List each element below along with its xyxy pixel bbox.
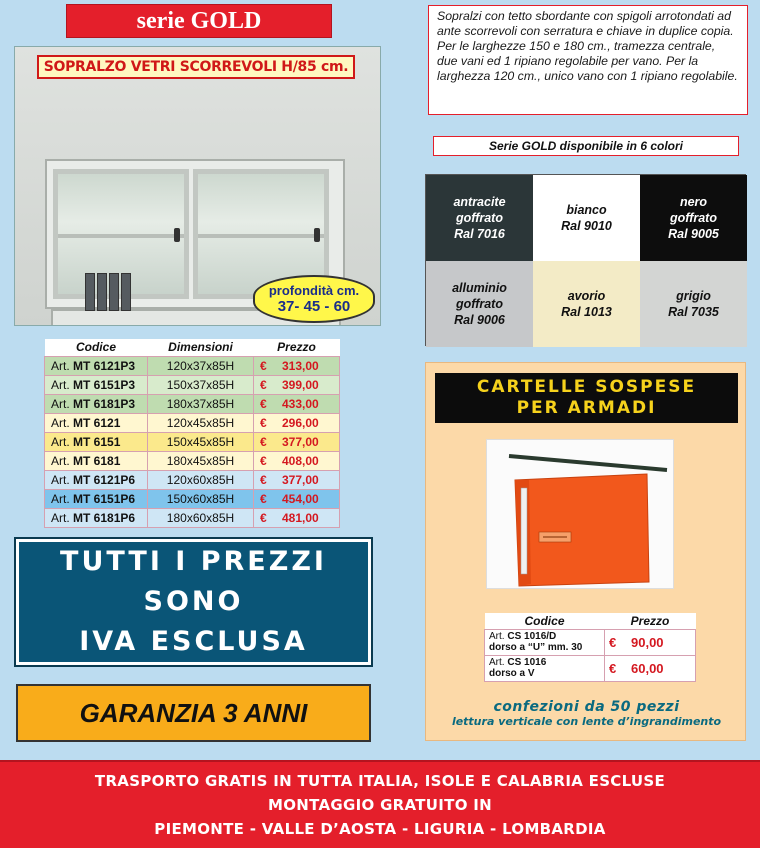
header-codice: Codice [45, 339, 148, 356]
currency-symbol: € [260, 510, 267, 525]
pack-info [426, 699, 747, 728]
row-dimensions: 120x60x85H [148, 470, 254, 489]
folder-code [485, 655, 605, 681]
depth-badge [253, 275, 375, 323]
folders-price-table [484, 613, 696, 682]
row-price [254, 394, 340, 413]
folder-price [605, 655, 696, 681]
price-value: 377,00 [282, 434, 319, 449]
table-row [45, 356, 340, 375]
table-row [45, 489, 340, 508]
table-row [45, 375, 340, 394]
row-code [45, 394, 148, 413]
currency-symbol: € [260, 358, 267, 373]
binder-icon [109, 273, 119, 311]
table-row [45, 451, 340, 470]
article-code: CS 1016/D [507, 631, 557, 642]
color-swatch: nero goffrato Ral 9005 [640, 175, 747, 261]
price-value: 377,00 [282, 472, 319, 487]
table-row [485, 629, 696, 655]
hanging-folder-icon [487, 440, 675, 590]
row-dimensions: 120x45x85H [148, 413, 254, 432]
art-prefix: Art. [51, 491, 70, 506]
price-value: 408,00 [282, 453, 319, 468]
depth-label: profondità cm. [268, 283, 360, 298]
color-swatch: avorio Ral 1013 [533, 261, 640, 347]
row-dimensions: 120x37x85H [148, 356, 254, 375]
price-value: 454,00 [282, 491, 319, 506]
art-prefix: Art. [51, 453, 70, 468]
color-swatch: alluminio goffrato Ral 9006 [426, 261, 533, 347]
article-code: MT 6121P6 [73, 472, 136, 487]
product-photo [14, 46, 381, 326]
color-swatch: antracite goffrato Ral 7016 [426, 175, 533, 261]
table-row [45, 432, 340, 451]
binder-icon [121, 273, 131, 311]
price-table [44, 339, 340, 528]
row-code [45, 508, 148, 527]
article-code: MT 6181P3 [73, 396, 136, 411]
binder-icon [85, 273, 95, 311]
article-code: MT 6121P3 [73, 358, 136, 373]
art-prefix: Art. [51, 434, 70, 449]
row-code [45, 470, 148, 489]
row-price [254, 432, 340, 451]
row-code [45, 413, 148, 432]
article-code: MT 6181 [73, 453, 121, 468]
row-code [45, 375, 148, 394]
art-prefix: Art. [489, 631, 505, 642]
row-code [45, 356, 148, 375]
transport-line3: PIEMONTE - VALLE D’AOSTA - LIGURIA - LOMBARDIA [154, 820, 606, 838]
table-row [45, 413, 340, 432]
row-price [254, 413, 340, 432]
colors-title: Serie GOLD disponibile in 6 colori [433, 136, 739, 156]
folder-photo [486, 439, 674, 589]
folders-title-line1: CARTELLE SOSPESE [476, 377, 697, 397]
vat-notice-line1: TUTTI I PREZZI SONO [60, 546, 327, 617]
article-code: CS 1016 [507, 657, 547, 668]
color-swatches [425, 174, 746, 346]
price-value: 296,00 [282, 415, 319, 430]
row-dimensions: 150x45x85H [148, 432, 254, 451]
row-price [254, 470, 340, 489]
currency-symbol: € [260, 472, 267, 487]
row-dimensions: 150x37x85H [148, 375, 254, 394]
price-value: 60,00 [631, 660, 664, 676]
article-code: MT 6151P6 [73, 491, 136, 506]
transport-line1: TRASPORTO GRATIS IN TUTTA ITALIA, ISOLE E CALABRIA ESCLUSE [94, 772, 666, 790]
color-swatch: grigio Ral 7035 [640, 261, 747, 347]
row-price [254, 451, 340, 470]
article-code: MT 6181P6 [73, 510, 136, 525]
header-prezzo: Prezzo [254, 339, 340, 356]
transport-banner [0, 760, 760, 848]
art-prefix: Art. [51, 510, 70, 525]
series-title: serie GOLD [66, 4, 332, 38]
pack-line2: lettura verticale con lente d’ingrandimento [451, 715, 722, 728]
article-code: MT 6151P3 [73, 377, 136, 392]
price-value: 433,00 [282, 396, 319, 411]
art-prefix: Art. [51, 396, 70, 411]
folder-spine: dorso a V [489, 668, 535, 679]
currency-symbol: € [609, 634, 617, 650]
table-row [45, 508, 340, 527]
transport-line2: MONTAGGIO GRATUITO IN [267, 796, 493, 814]
currency-symbol: € [260, 434, 267, 449]
photo-banner: SOPRALZO VETRI SCORREVOLI H/85 cm. [37, 55, 355, 79]
row-dimensions: 180x37x85H [148, 394, 254, 413]
row-code [45, 489, 148, 508]
row-dimensions: 180x60x85H [148, 508, 254, 527]
row-code [45, 432, 148, 451]
price-value: 313,00 [282, 358, 319, 373]
table-row [45, 394, 340, 413]
art-prefix: Art. [51, 415, 70, 430]
folders-header-codice: Codice [485, 613, 605, 629]
row-code [45, 451, 148, 470]
art-prefix: Art. [51, 358, 70, 373]
article-code: MT 6151 [73, 434, 121, 449]
row-dimensions: 150x60x85H [148, 489, 254, 508]
folder-price [605, 629, 696, 655]
currency-symbol: € [260, 396, 267, 411]
art-prefix: Art. [51, 472, 70, 487]
art-prefix: Art. [51, 377, 70, 392]
folders-title-line2: PER ARMADI [516, 398, 657, 418]
row-price [254, 375, 340, 394]
row-price [254, 508, 340, 527]
binder-icon [97, 273, 107, 311]
vat-notice-line2: IVA ESCLUSA [79, 626, 308, 657]
currency-symbol: € [260, 491, 267, 506]
currency-symbol: € [260, 453, 267, 468]
vat-notice [16, 539, 371, 665]
row-price [254, 489, 340, 508]
row-dimensions: 180x45x85H [148, 451, 254, 470]
pack-line1: confezioni da 50 pezzi [493, 699, 680, 715]
folder-code [485, 629, 605, 655]
table-row [485, 655, 696, 681]
price-value: 90,00 [631, 634, 664, 650]
color-swatch: bianco Ral 9010 [533, 175, 640, 261]
price-value: 481,00 [282, 510, 319, 525]
depth-values: 37- 45 - 60 [277, 298, 351, 315]
folders-panel [425, 362, 746, 741]
folders-header-prezzo: Prezzo [605, 613, 696, 629]
currency-symbol: € [260, 377, 267, 392]
header-dimensioni: Dimensioni [148, 339, 254, 356]
currency-symbol: € [260, 415, 267, 430]
article-code: MT 6121 [73, 415, 121, 430]
art-prefix: Art. [489, 657, 505, 668]
price-value: 399,00 [282, 377, 319, 392]
folder-spine: dorso a “U” mm. 30 [489, 642, 583, 653]
row-price [254, 356, 340, 375]
product-description: Sopralzi con tetto sbordante con spigoli arrotondati ad ante scorrevoli con serratura e chiave in duplice copia. Per le larghezze 150 e 180 cm., tramezza centrale, due vani ed 1 ripiano regolabile per vano. Per la larghezza 120 cm., unico vano con 1 ripiano regolabile. [428, 5, 748, 115]
currency-symbol: € [609, 660, 617, 676]
warranty-banner: GARANZIA 3 ANNI [16, 684, 371, 742]
table-row [45, 470, 340, 489]
folders-title [435, 373, 738, 423]
